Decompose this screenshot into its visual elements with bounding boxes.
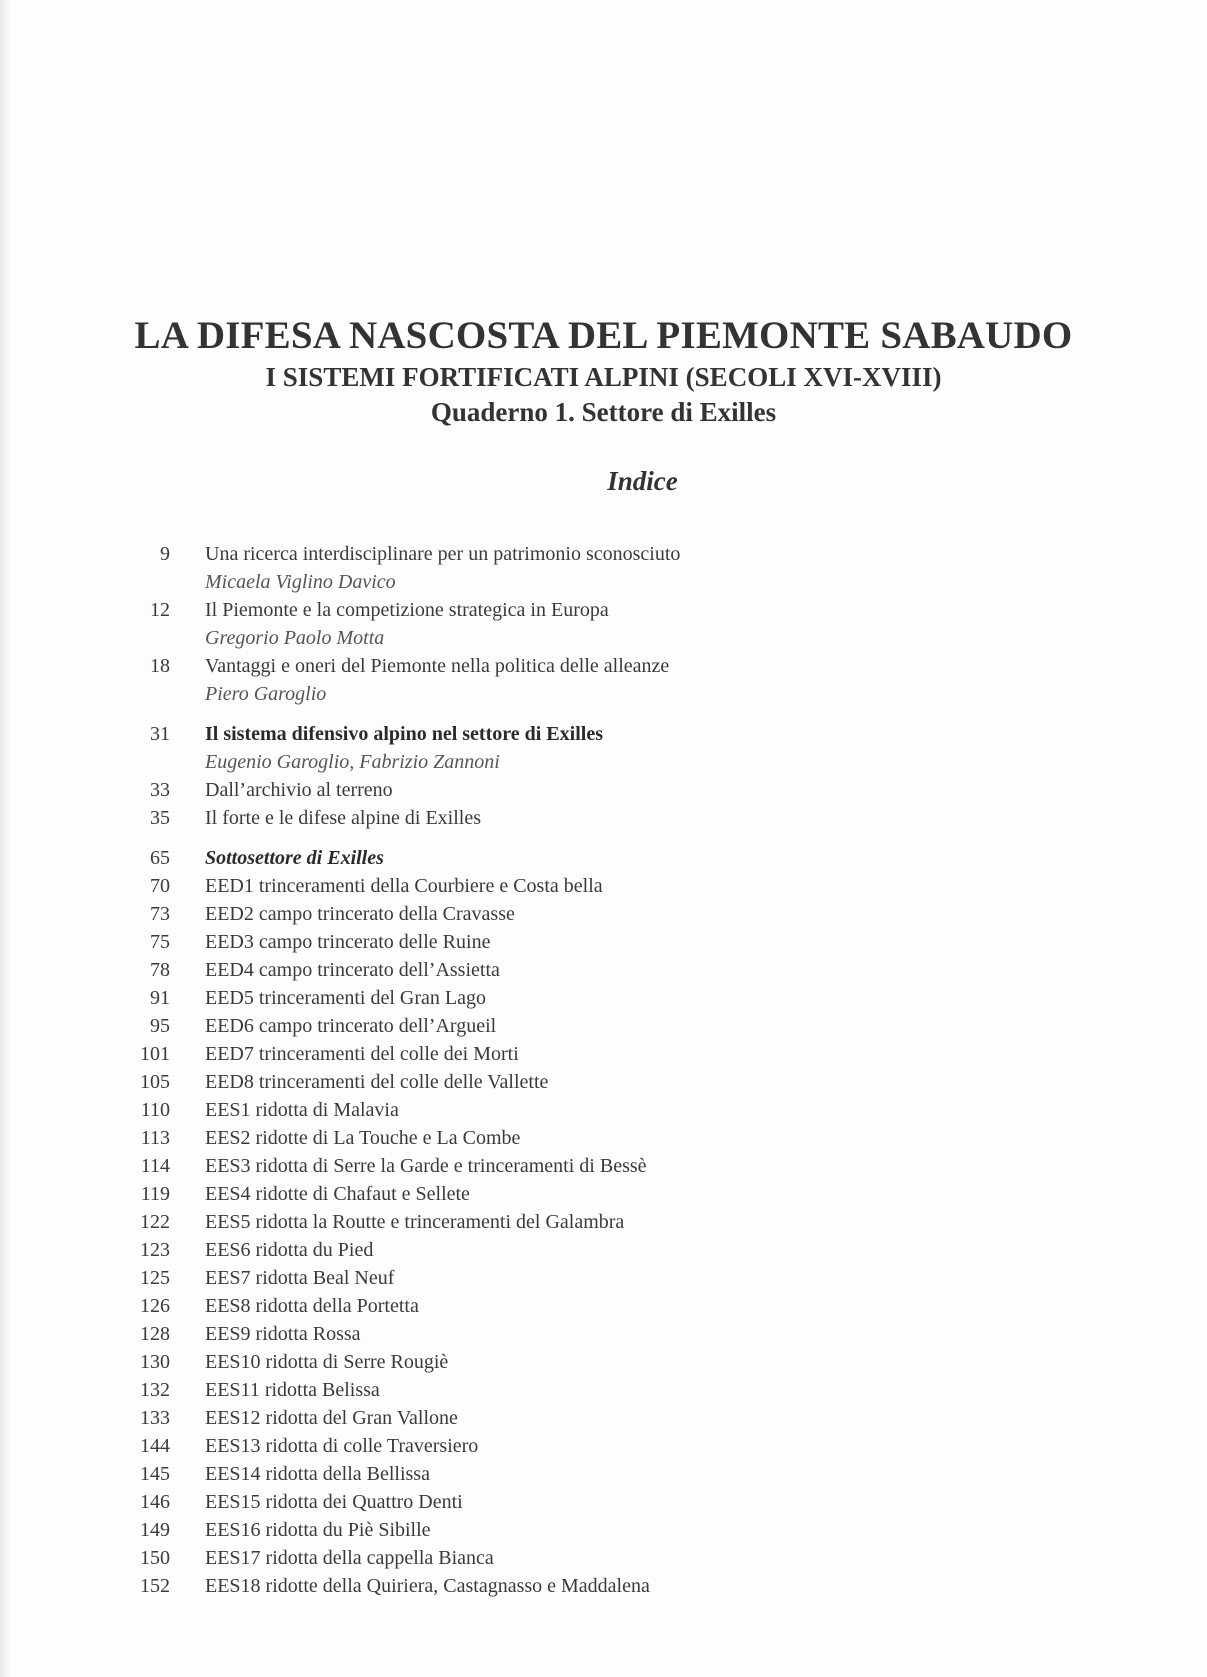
toc-row bbox=[0, 652, 1207, 680]
toc-page-number: 119 bbox=[140, 1183, 170, 1205]
toc-row bbox=[0, 1376, 1207, 1404]
toc-page-number: 18 bbox=[150, 655, 170, 677]
toc-row bbox=[0, 1572, 1207, 1600]
toc-author-row bbox=[0, 680, 1207, 708]
toc-entry-title: Una ricerca interdisciplinare per un patrimonio sconosciuto bbox=[205, 543, 681, 565]
toc-entry-title: EED2 campo trincerato della Cravasse bbox=[205, 903, 515, 925]
toc-entry-title: EES1 ridotta di Malavia bbox=[205, 1099, 399, 1121]
toc-row bbox=[0, 1012, 1207, 1040]
toc-row bbox=[0, 804, 1207, 832]
toc-page-number: 101 bbox=[140, 1043, 170, 1065]
toc-entry-author: Piero Garoglio bbox=[205, 683, 327, 705]
book-title: LA DIFESA NASCOSTA DEL PIEMONTE SABAUDO bbox=[134, 314, 1073, 357]
toc-entry-title: EED6 campo trincerato dell’Argueil bbox=[205, 1015, 497, 1037]
toc-page-number: 113 bbox=[140, 1127, 170, 1149]
toc-row bbox=[0, 1068, 1207, 1096]
toc-row bbox=[0, 1488, 1207, 1516]
toc-entry-title: EES12 ridotta del Gran Vallone bbox=[205, 1407, 458, 1429]
toc-row bbox=[0, 1152, 1207, 1180]
toc-entry-title: EED5 trinceramenti del Gran Lago bbox=[205, 987, 486, 1009]
index-heading: Indice bbox=[607, 466, 678, 496]
toc-entry-title: EES10 ridotta di Serre Rougiè bbox=[205, 1351, 449, 1373]
toc-row bbox=[0, 900, 1207, 928]
toc-row bbox=[0, 1460, 1207, 1488]
toc-entry-title: EED7 trinceramenti del colle dei Morti bbox=[205, 1043, 519, 1065]
toc-entry-title: Vantaggi e oneri del Piemonte nella politica delle alleanze bbox=[205, 655, 670, 677]
table-of-contents bbox=[0, 540, 1207, 1600]
toc-page-number: 133 bbox=[140, 1407, 170, 1429]
toc-page-number: 35 bbox=[150, 807, 170, 829]
volume-title: Quaderno 1. Settore di Exilles bbox=[430, 397, 777, 427]
toc-row bbox=[0, 776, 1207, 804]
toc-row bbox=[0, 1348, 1207, 1376]
toc-page-number: 146 bbox=[140, 1491, 170, 1513]
toc-row bbox=[0, 1124, 1207, 1152]
toc-page-number: 105 bbox=[140, 1071, 170, 1093]
toc-entry-title: EES3 ridotta di Serre la Garde e trinceramenti di Bessè bbox=[205, 1155, 647, 1177]
toc-entry-title: EES6 ridotta du Pied bbox=[205, 1239, 374, 1261]
toc-entry-title: EES16 ridotta du Piè Sibille bbox=[205, 1519, 431, 1541]
toc-entry-title: EED1 trinceramenti della Courbiere e Costa bella bbox=[205, 875, 603, 897]
toc-entry-author: Gregorio Paolo Motta bbox=[205, 627, 385, 649]
toc-page-number: 123 bbox=[140, 1239, 170, 1261]
toc-entry-title: Il Piemonte e la competizione strategica in Europa bbox=[205, 599, 609, 621]
toc-page-number: 149 bbox=[140, 1519, 170, 1541]
toc-row bbox=[0, 1432, 1207, 1460]
toc-row bbox=[0, 1404, 1207, 1432]
toc-entry-author: Micaela Viglino Davico bbox=[205, 571, 396, 593]
toc-row bbox=[0, 1516, 1207, 1544]
toc-row bbox=[0, 1180, 1207, 1208]
document-header bbox=[0, 312, 1207, 430]
toc-author-row bbox=[0, 748, 1207, 776]
toc-page-number: 150 bbox=[140, 1547, 170, 1569]
toc-page-number: 126 bbox=[140, 1295, 170, 1317]
toc-row bbox=[0, 1320, 1207, 1348]
toc-page-number: 114 bbox=[140, 1155, 170, 1177]
toc-entry-title: EES11 ridotta Belissa bbox=[205, 1379, 380, 1401]
toc-page-number: 9 bbox=[160, 543, 170, 565]
toc-entry-title: EES8 ridotta della Portetta bbox=[205, 1295, 419, 1317]
toc-entry-title: EES9 ridotta Rossa bbox=[205, 1323, 361, 1345]
toc-row bbox=[0, 844, 1207, 872]
toc-row bbox=[0, 928, 1207, 956]
toc-page-number: 132 bbox=[140, 1379, 170, 1401]
toc-entry-title: EES7 ridotta Beal Neuf bbox=[205, 1267, 395, 1289]
toc-author-row bbox=[0, 568, 1207, 596]
toc-page-number: 33 bbox=[150, 779, 170, 801]
toc-row bbox=[0, 596, 1207, 624]
toc-entry-title: EES14 ridotta della Bellissa bbox=[205, 1463, 430, 1485]
toc-page-number: 75 bbox=[150, 931, 170, 953]
toc-page-number: 91 bbox=[150, 987, 170, 1009]
toc-author-row bbox=[0, 624, 1207, 652]
toc-entry-title: EED4 campo trincerato dell’Assietta bbox=[205, 959, 500, 981]
toc-row bbox=[0, 1264, 1207, 1292]
toc-page-number: 125 bbox=[140, 1267, 170, 1289]
toc-page-number: 78 bbox=[150, 959, 170, 981]
toc-page-number: 65 bbox=[150, 847, 170, 869]
toc-entry-title: Dall’archivio al terreno bbox=[205, 779, 393, 801]
toc-entry-title: EES4 ridotte di Chafaut e Sellete bbox=[205, 1183, 470, 1205]
toc-entry-title: EES18 ridotte della Quiriera, Castagnasso e Maddalena bbox=[205, 1575, 650, 1597]
toc-page-number: 12 bbox=[150, 599, 170, 621]
toc-entry-title: EES5 ridotta la Routte e trinceramenti del Galambra bbox=[205, 1211, 625, 1233]
toc-page-number: 70 bbox=[150, 875, 170, 897]
toc-page-number: 144 bbox=[140, 1435, 170, 1457]
toc-page-number: 128 bbox=[140, 1323, 170, 1345]
toc-entry-title: EES2 ridotte di La Touche e La Combe bbox=[205, 1127, 521, 1149]
toc-page-number: 122 bbox=[140, 1211, 170, 1233]
toc-subsection-title: Sottosettore di Exilles bbox=[205, 847, 384, 869]
toc-page-number: 95 bbox=[150, 1015, 170, 1037]
toc-row bbox=[0, 1292, 1207, 1320]
toc-entry-author: Eugenio Garoglio, Fabrizio Zannoni bbox=[205, 751, 500, 773]
book-subtitle: I SISTEMI FORTIFICATI ALPINI (SECOLI XVI-XVIII) bbox=[265, 362, 942, 392]
toc-row bbox=[0, 720, 1207, 748]
toc-page-number: 73 bbox=[150, 903, 170, 925]
toc-section-title: Il sistema difensivo alpino nel settore di Exilles bbox=[205, 723, 603, 745]
toc-row bbox=[0, 956, 1207, 984]
toc-entry-title: EES17 ridotta della cappella Bianca bbox=[205, 1547, 494, 1569]
toc-row bbox=[0, 540, 1207, 568]
toc-page-number: 130 bbox=[140, 1351, 170, 1373]
toc-row bbox=[0, 1544, 1207, 1572]
toc-row bbox=[0, 1236, 1207, 1264]
toc-page-number: 31 bbox=[150, 723, 170, 745]
toc-row bbox=[0, 1040, 1207, 1068]
toc-entry-title: EES15 ridotta dei Quattro Denti bbox=[205, 1491, 463, 1513]
toc-page-number: 110 bbox=[140, 1099, 170, 1121]
toc-entry-title: EES13 ridotta di colle Traversiero bbox=[205, 1435, 479, 1457]
toc-row bbox=[0, 984, 1207, 1012]
toc-page-number: 145 bbox=[140, 1463, 170, 1485]
toc-entry-title: EED3 campo trincerato delle Ruine bbox=[205, 931, 491, 953]
toc-entry-title: Il forte e le difese alpine di Exilles bbox=[205, 807, 482, 829]
toc-row bbox=[0, 1096, 1207, 1124]
toc-row bbox=[0, 1208, 1207, 1236]
toc-row bbox=[0, 872, 1207, 900]
toc-entry-title: EED8 trinceramenti del colle delle Vallette bbox=[205, 1071, 549, 1093]
toc-page-number: 152 bbox=[140, 1575, 170, 1597]
